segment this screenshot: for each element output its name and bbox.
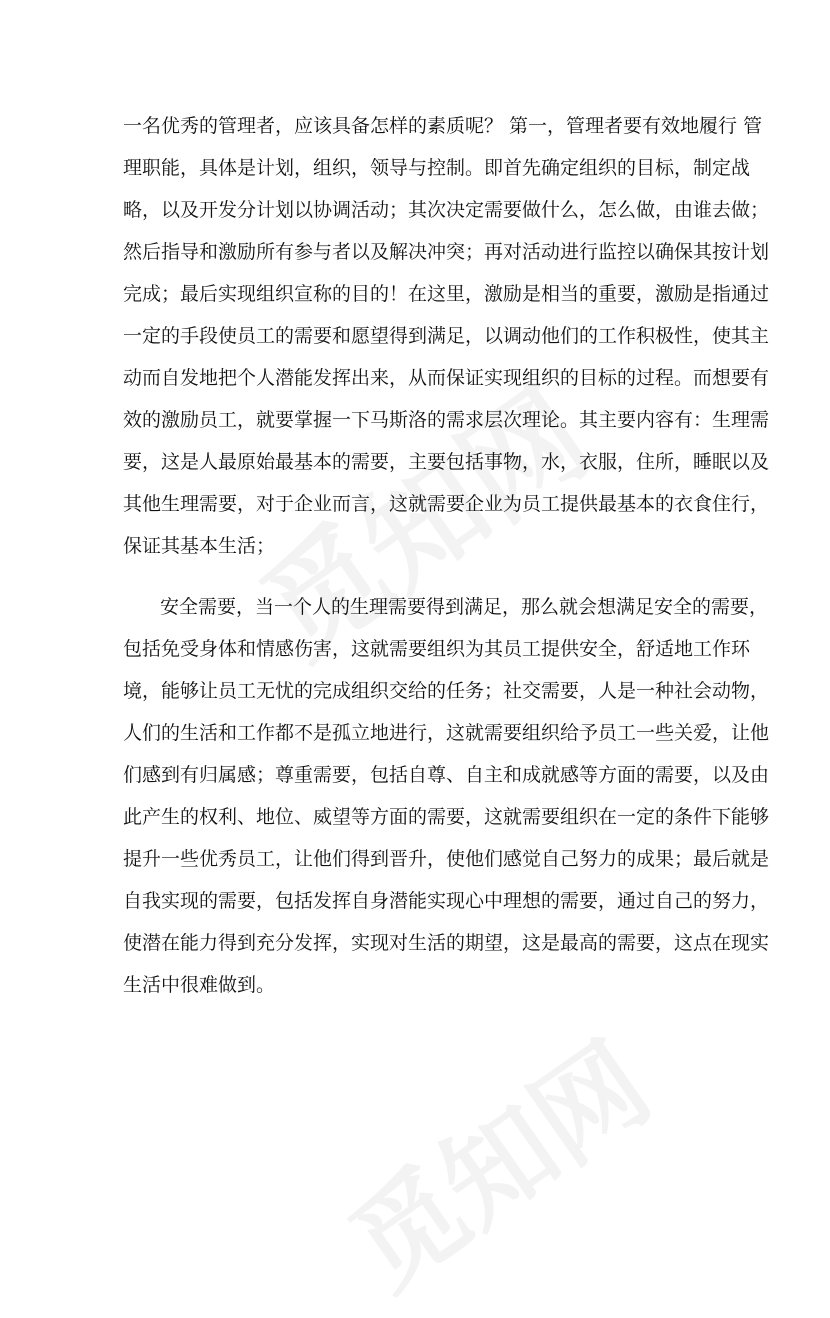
text-line: 保证其基本生活； bbox=[123, 535, 276, 557]
text-line: 们感到有归属感；尊重需要，包括自尊、自主和成就感等方面的需要，以及由 bbox=[123, 764, 770, 786]
text-line: 自我实现的需要，包括发挥自身潜能实现心中理想的需要，通过自己的努力， bbox=[123, 890, 770, 912]
text-line: 提升一些优秀员工，让他们得到晋升，使他们感觉自己努力的成果；最后就是 bbox=[123, 848, 770, 870]
text-line: 动而自发地把个人潜能发挥出来，从而保证实现组织的目标的过程。而想要有 bbox=[123, 367, 770, 389]
text-line: 人们的生活和工作都不是孤立地进行，这就需要组织给予员工一些关爱，让他 bbox=[123, 722, 770, 744]
text-line: 要，这是人最原始最基本的需要，主要包括事物，水，衣服，住所，睡眠以及 bbox=[123, 451, 770, 473]
text-line: 境，能够让员工无忧的完成组织交给的任务；社交需要，人是一种社会动物， bbox=[123, 680, 770, 702]
text-line: 一定的手段使员工的需要和愿望得到满足，以调动他们的工作积极性，使其主 bbox=[123, 325, 770, 347]
text-line: 一名优秀的管理者，应该具备怎样的素质呢？ 第一，管理者要有效地履行 管 bbox=[123, 115, 763, 137]
text-line: 其他生理需要，对于企业而言，这就需要企业为员工提供最基本的衣食住行， bbox=[123, 493, 770, 515]
text-line: 生活中很难做到。 bbox=[123, 974, 276, 996]
watermark bbox=[315, 1000, 676, 1318]
text-line: 安全需要，当一个人的生理需要得到满足，那么就会想满足安全的需要， bbox=[160, 596, 769, 618]
text-line: 包括免受身体和情感伤害，这就需要组织为其员工提供安全，舒适地工作环 bbox=[123, 638, 751, 660]
text-line: 完成；最后实现组织宣称的目的！在这里，激励是相当的重要，激励是指通过 bbox=[123, 283, 770, 305]
text-line: 然后指导和激励所有参与者以及解决冲突；再对活动进行监控以确保其按计划 bbox=[123, 241, 770, 263]
text-line: 理职能，具体是计划，组织，领导与控制。即首先确定组织的目标，制定战 bbox=[123, 157, 751, 179]
text-line: 使潜在能力得到充分发挥，实现对生活的期望，这是最高的需要，这点在现实 bbox=[123, 932, 770, 954]
text-line: 此产生的权利、地位、威望等方面的需要，这就需要组织在一定的条件下能够 bbox=[123, 806, 770, 828]
text-line: 效的激励员工，就要掌握一下马斯洛的需求层次理论。其主要内容有：生理需 bbox=[123, 409, 770, 431]
text-line: 略，以及开发分计划以协调活动；其次决定需要做什么，怎么做，由谁去做； bbox=[123, 199, 770, 221]
